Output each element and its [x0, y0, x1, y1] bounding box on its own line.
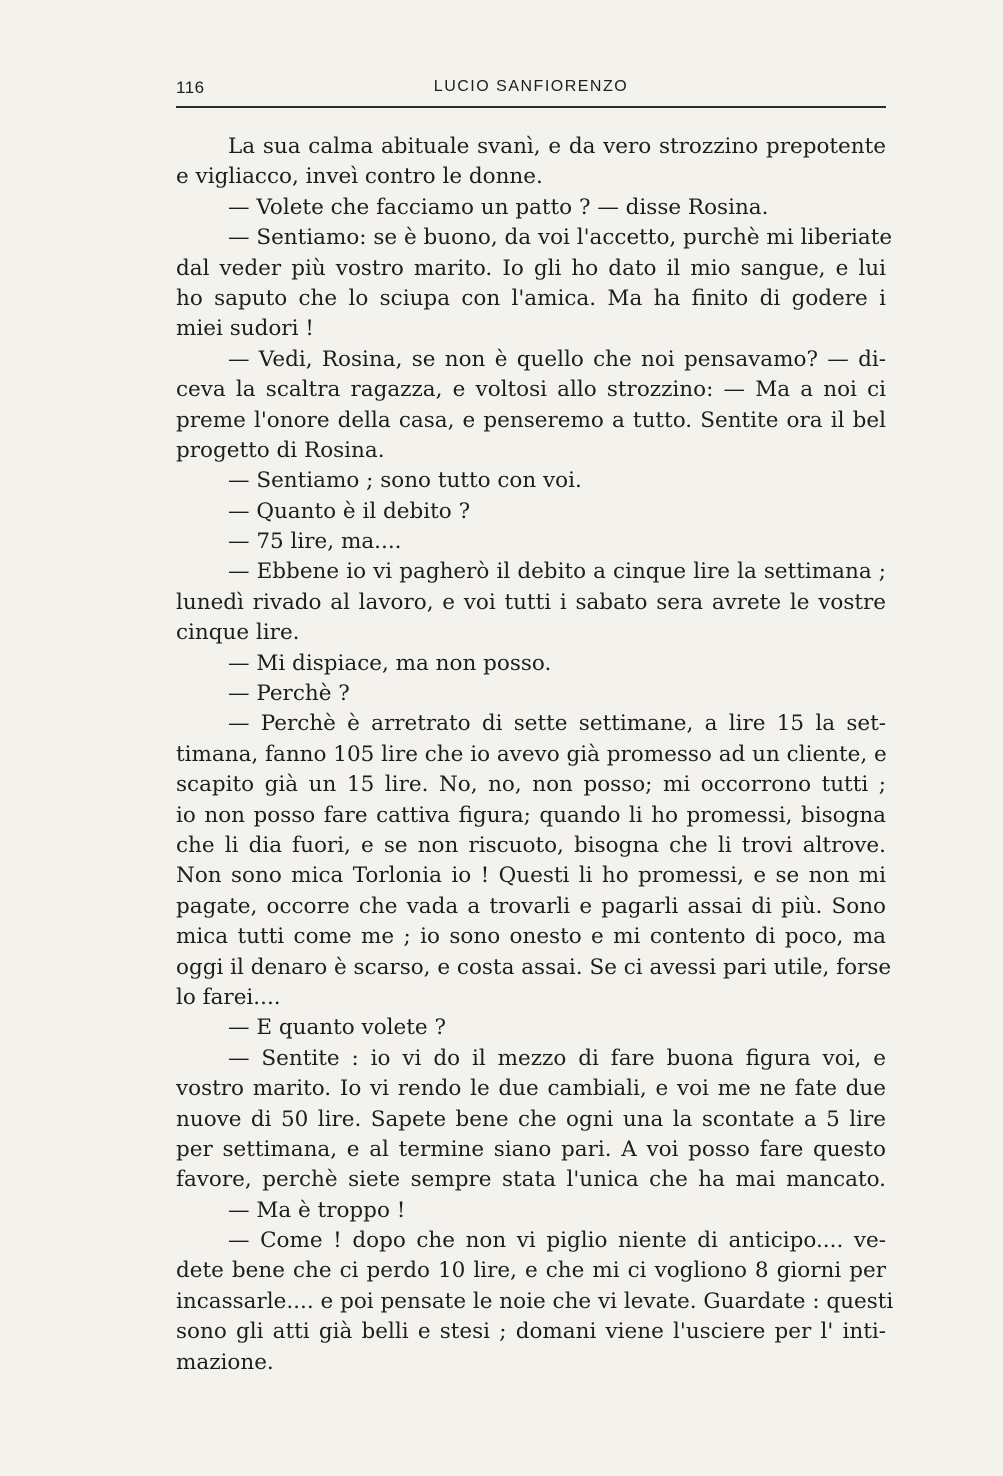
- text-line: — Perchè ?: [228, 681, 350, 707]
- text-line: mazione.: [176, 1349, 274, 1375]
- text-line: — Vedi, Rosina, se non è quello che noi pensavamo? — di-: [228, 346, 886, 372]
- text-line: vostro marito. Io vi rendo le due cambiali, e voi me ne fate due: [176, 1076, 886, 1102]
- text-line: — 75 lire, ma....: [228, 529, 402, 555]
- text-line: progetto di Rosina.: [176, 437, 385, 463]
- page-header: [176, 74, 886, 104]
- text-line: pagate, occorre che vada a trovarli e pagarli assai di più. Sono: [176, 893, 886, 919]
- text-line: nuove di 50 lire. Sapete bene che ogni una la scontate a 5 lire: [176, 1106, 886, 1132]
- text-line: scapito già un 15 lire. No, no, non posso; mi occorrono tutti ;: [176, 772, 886, 798]
- text-line: che li dia fuori, e se non riscuoto, bisogna che li trovi altrove.: [176, 832, 886, 858]
- text-line: preme l'onore della casa, e penseremo a tutto. Sentite ora il bel: [176, 407, 886, 433]
- text-line: sono gli atti già belli e stesi ; domani viene l'usciere per l' inti-: [176, 1319, 886, 1345]
- text-line: io non posso fare cattiva figura; quando li ho promessi, bisogna: [176, 802, 886, 828]
- text-line: cinque lire.: [176, 620, 300, 646]
- text-line: — Ma è troppo !: [228, 1197, 406, 1223]
- text-line: Non sono mica Torlonia io ! Questi li ho promessi, e se non mi: [176, 863, 886, 889]
- text-line: mica tutti come me ; io sono onesto e mi contento di poco, ma: [176, 924, 886, 950]
- text-line: e vigliacco, inveì contro le donne.: [176, 164, 543, 190]
- text-line: favore, perchè siete sempre stata l'unica che ha mai mancato.: [176, 1167, 886, 1193]
- text-line: — Perchè è arretrato di sette settimane, a lire 15 la set-: [228, 711, 886, 737]
- text-line: timana, fanno 105 lire che io avevo già promesso ad un cliente, e: [176, 741, 887, 767]
- text-line: — Sentiamo: se è buono, da voi l'accetto, purchè mi liberiate: [228, 225, 893, 251]
- text-line: dete bene che ci perdo 10 lire, e che mi ci vogliono 8 giorni per: [176, 1258, 886, 1284]
- text-line: — Ebbene io vi pagherò il debito a cinque lire la settimana ;: [228, 559, 886, 585]
- text-line: — Quanto è il debito ?: [228, 498, 471, 524]
- text-line: ho saputo che lo sciupa con l'amica. Ma ha finito di godere i: [176, 285, 886, 311]
- text-line: lo farei....: [176, 984, 281, 1010]
- text-line: — E quanto volete ?: [228, 1015, 446, 1041]
- page-number: 116: [176, 78, 205, 97]
- text-line: oggi il denaro è scarso, e costa assai. Se ci avessi pari utile, forse: [176, 954, 892, 980]
- text-line: incassarle.... e poi pensate le noie che vi levate. Guardate : questi: [176, 1288, 894, 1314]
- text-line: La sua calma abituale svanì, e da vero strozzino prepotente: [228, 134, 886, 159]
- text-line: miei sudori !: [176, 316, 314, 342]
- running-title: LUCIO SANFIORENZO: [433, 78, 629, 95]
- text-line: — Volete che facciamo un patto ? — disse Rosina.: [228, 194, 769, 220]
- header-rule: [176, 106, 886, 108]
- text-line: ceva la scaltra ragazza, e voltosi allo strozzino: — Ma a noi ci: [176, 377, 886, 403]
- body-text: [176, 132, 894, 1378]
- text-line: per settimana, e al termine siano pari. A voi posso fare questo: [176, 1136, 886, 1162]
- text-line: — Mi dispiace, ma non posso.: [228, 650, 552, 676]
- text-line: dal veder più vostro marito. Io gli ho dato il mio sangue, e lui: [176, 255, 886, 281]
- text-line: lunedì rivado al lavoro, e voi tutti i sabato sera avrete le vostre: [176, 589, 886, 615]
- text-line: — Come ! dopo che non vi piglio niente di anticipo.... ve-: [228, 1228, 886, 1254]
- text-line: — Sentite : io vi do il mezzo di fare buona figura voi, e: [228, 1045, 886, 1071]
- text-line: — Sentiamo ; sono tutto con voi.: [228, 468, 582, 494]
